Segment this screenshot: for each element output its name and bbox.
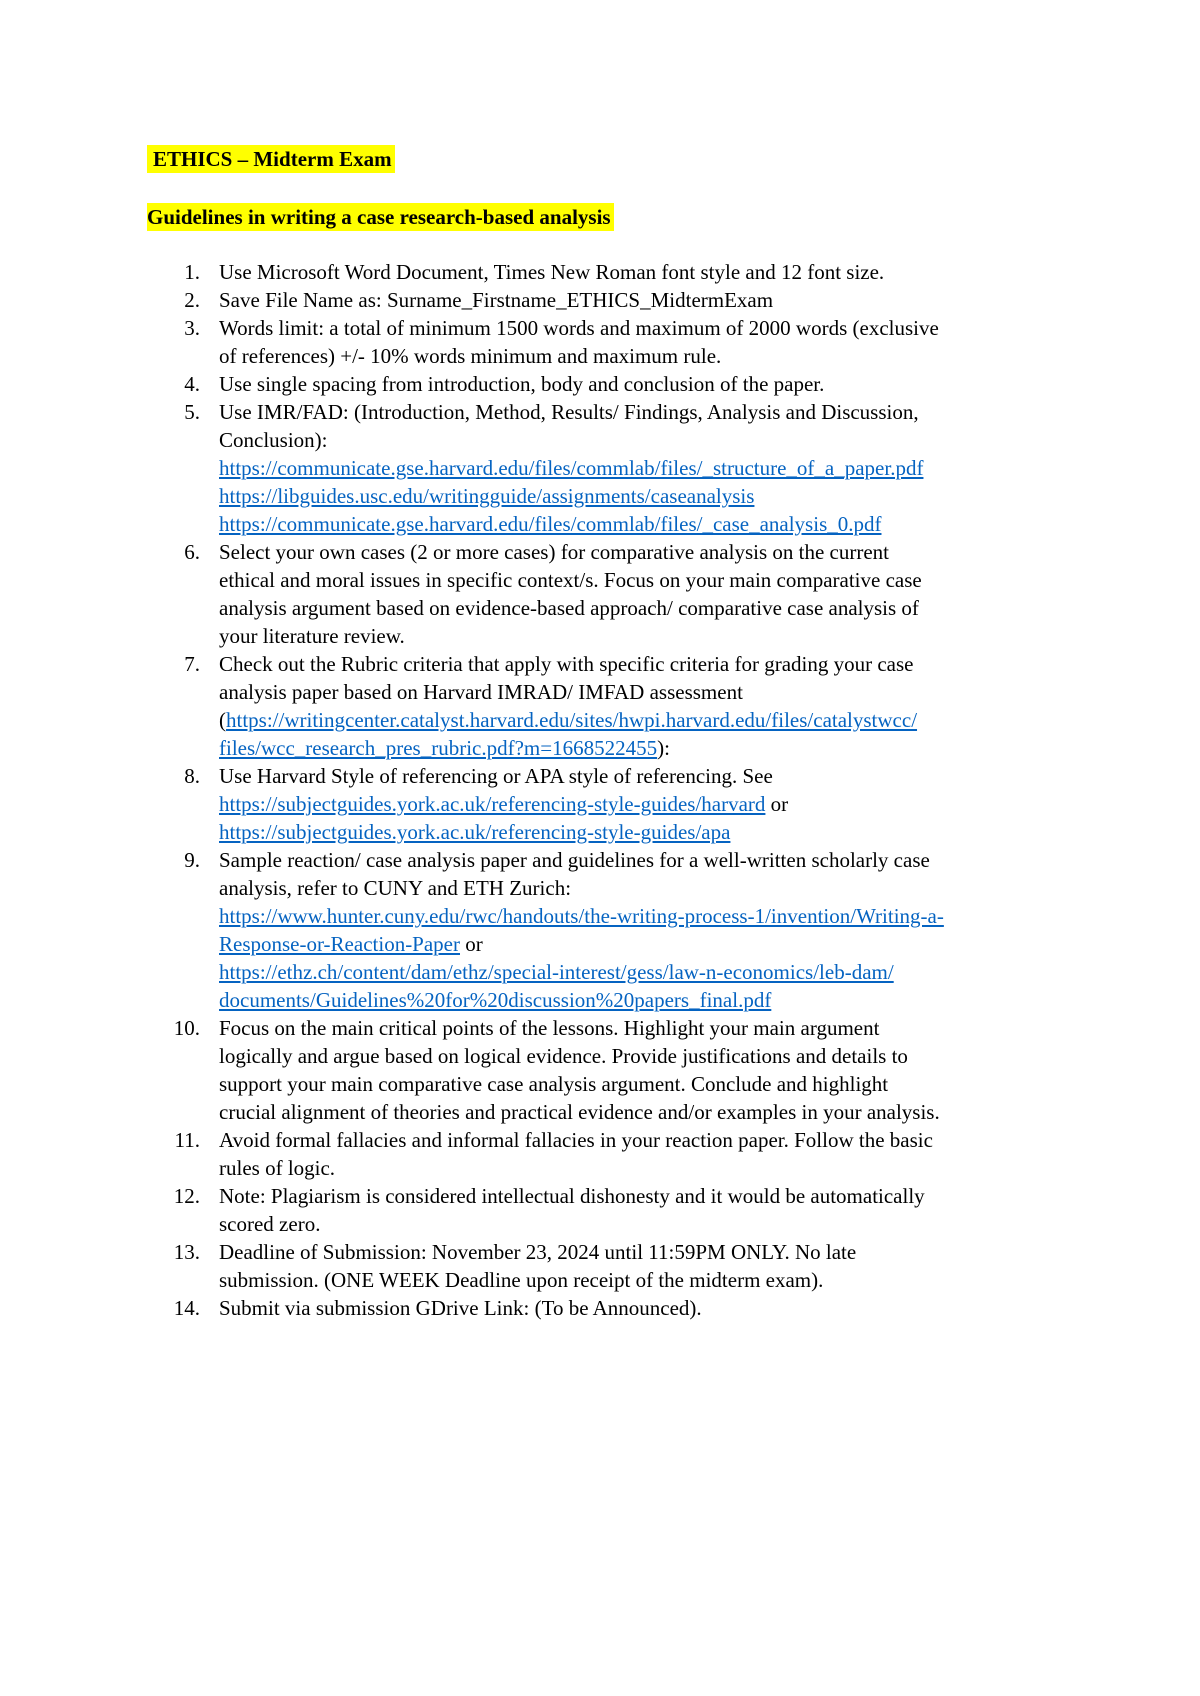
structure-of-a-paper-link[interactable]: https://communicate.gse.harvard.edu/files/commlab/files/_structure_of_a_paper.pdf	[219, 456, 924, 480]
item-text: logically and argue based on logical evidence. Provide justifications and details to	[219, 1044, 908, 1068]
item-number: 5.	[184, 400, 200, 424]
list-item	[0, 370, 1200, 398]
list-item	[0, 398, 1200, 538]
item-text: Note: Plagiarism is considered intellectual dishonesty and it would be automatically	[219, 1184, 925, 1208]
eth-guidelines-link-continued[interactable]: documents/Guidelines%20for%20discussion%20papers_final.pdf	[219, 988, 772, 1012]
paren-close: ):	[657, 736, 670, 760]
item-number: 8.	[184, 764, 200, 788]
item-text: Use Microsoft Word Document, Times New Roman font style and 12 font size.	[219, 260, 885, 284]
case-analysis-pdf-link[interactable]: https://communicate.gse.harvard.edu/files/commlab/files/_case_analysis_0.pdf	[219, 512, 882, 536]
item-text: Check out the Rubric criteria that apply with specific criteria for grading your case	[219, 652, 914, 676]
item-number: 11.	[174, 1128, 200, 1152]
item-number: 6.	[184, 540, 200, 564]
cuny-reaction-paper-link-continued[interactable]: Response-or-Reaction-Paper	[219, 932, 460, 956]
cuny-reaction-paper-link[interactable]: https://www.hunter.cuny.edu/rwc/handouts/the-writing-process-1/invention/Writing-a-	[219, 904, 944, 928]
item-text: Use single spacing from introduction, body and conclusion of the paper.	[219, 372, 825, 396]
document-title: ETHICS – Midterm Exam	[147, 145, 395, 173]
item-number: 2.	[184, 288, 200, 312]
list-item	[0, 846, 1200, 1014]
list-item	[0, 1238, 1200, 1294]
item-text: Use Harvard Style of referencing or APA style of referencing. See	[219, 764, 773, 788]
item-number: 12.	[173, 1184, 200, 1208]
list-item	[0, 1014, 1200, 1126]
document-subtitle: Guidelines in writing a case research-based analysis	[147, 203, 614, 231]
item-text: Submit via submission GDrive Link: (To be Announced).	[219, 1296, 702, 1320]
item-text: rules of logic.	[219, 1156, 336, 1180]
item-text: Use IMR/FAD: (Introduction, Method, Results/ Findings, Analysis and Discussion,	[219, 400, 919, 424]
item-text: Save File Name as: Surname_Firstname_ETHICS_MidtermExam	[219, 288, 774, 312]
apa-referencing-link[interactable]: https://subjectguides.york.ac.uk/referencing-style-guides/apa	[219, 820, 731, 844]
item-text: of references) +/- 10% words minimum and maximum rule.	[219, 344, 722, 368]
list-item	[0, 286, 1200, 314]
item-text: crucial alignment of theories and practical evidence and/or examples in your analysis.	[219, 1100, 940, 1124]
rubric-link-continued[interactable]: files/wcc_research_pres_rubric.pdf?m=1668522455	[219, 736, 658, 760]
list-item	[0, 1294, 1200, 1322]
list-item	[0, 538, 1200, 650]
guidelines-list	[0, 258, 1200, 1322]
item-text: scored zero.	[219, 1212, 321, 1236]
item-number: 7.	[184, 652, 200, 676]
connector-text: or	[765, 792, 789, 816]
item-text: analysis paper based on Harvard IMRAD/ IMFAD assessment	[219, 680, 743, 704]
item-text: submission. (ONE WEEK Deadline upon receipt of the midterm exam).	[219, 1268, 824, 1292]
item-number: 10.	[173, 1016, 200, 1040]
item-text: Select your own cases (2 or more cases) for comparative analysis on the current	[219, 540, 890, 564]
item-text: ethical and moral issues in specific context/s. Focus on your main comparative case	[219, 568, 922, 592]
paren-open: (	[219, 708, 226, 732]
list-item	[0, 314, 1200, 370]
item-number: 13.	[173, 1240, 200, 1264]
item-text: your literature review.	[219, 624, 405, 648]
item-text: support your main comparative case analysis argument. Conclude and highlight	[219, 1072, 889, 1096]
item-text: Conclusion):	[219, 428, 328, 452]
item-text: analysis argument based on evidence-based approach/ comparative case analysis of	[219, 596, 919, 620]
item-text: Deadline of Submission: November 23, 2024 until 11:59PM ONLY. No late	[219, 1240, 857, 1264]
list-item	[0, 650, 1200, 762]
item-number: 1.	[184, 260, 200, 284]
item-text: Avoid formal fallacies and informal fallacies in your reaction paper. Follow the basic	[219, 1128, 933, 1152]
harvard-referencing-link[interactable]: https://subjectguides.york.ac.uk/referencing-style-guides/harvard	[219, 792, 766, 816]
rubric-link[interactable]: https://writingcenter.catalyst.harvard.edu/sites/hwpi.harvard.edu/files/catalystwcc/	[226, 708, 918, 732]
usc-case-analysis-link[interactable]: https://libguides.usc.edu/writingguide/assignments/caseanalysis	[219, 484, 755, 508]
item-number: 9.	[184, 848, 200, 872]
item-text: Focus on the main critical points of the lessons. Highlight your main argument	[219, 1016, 880, 1040]
item-text: analysis, refer to CUNY and ETH Zurich:	[219, 876, 572, 900]
eth-guidelines-link[interactable]: https://ethz.ch/content/dam/ethz/special-interest/gess/law-n-economics/leb-dam/	[219, 960, 894, 984]
list-item	[0, 1126, 1200, 1182]
item-text: Sample reaction/ case analysis paper and guidelines for a well-written scholarly case	[219, 848, 930, 872]
list-item	[0, 762, 1200, 846]
connector-text: or	[460, 932, 483, 956]
list-item	[0, 258, 1200, 286]
item-number: 3.	[184, 316, 200, 340]
item-number: 14.	[173, 1296, 200, 1320]
item-text: Words limit: a total of minimum 1500 words and maximum of 2000 words (exclusive	[219, 316, 939, 340]
list-item	[0, 1182, 1200, 1238]
item-number: 4.	[184, 372, 200, 396]
